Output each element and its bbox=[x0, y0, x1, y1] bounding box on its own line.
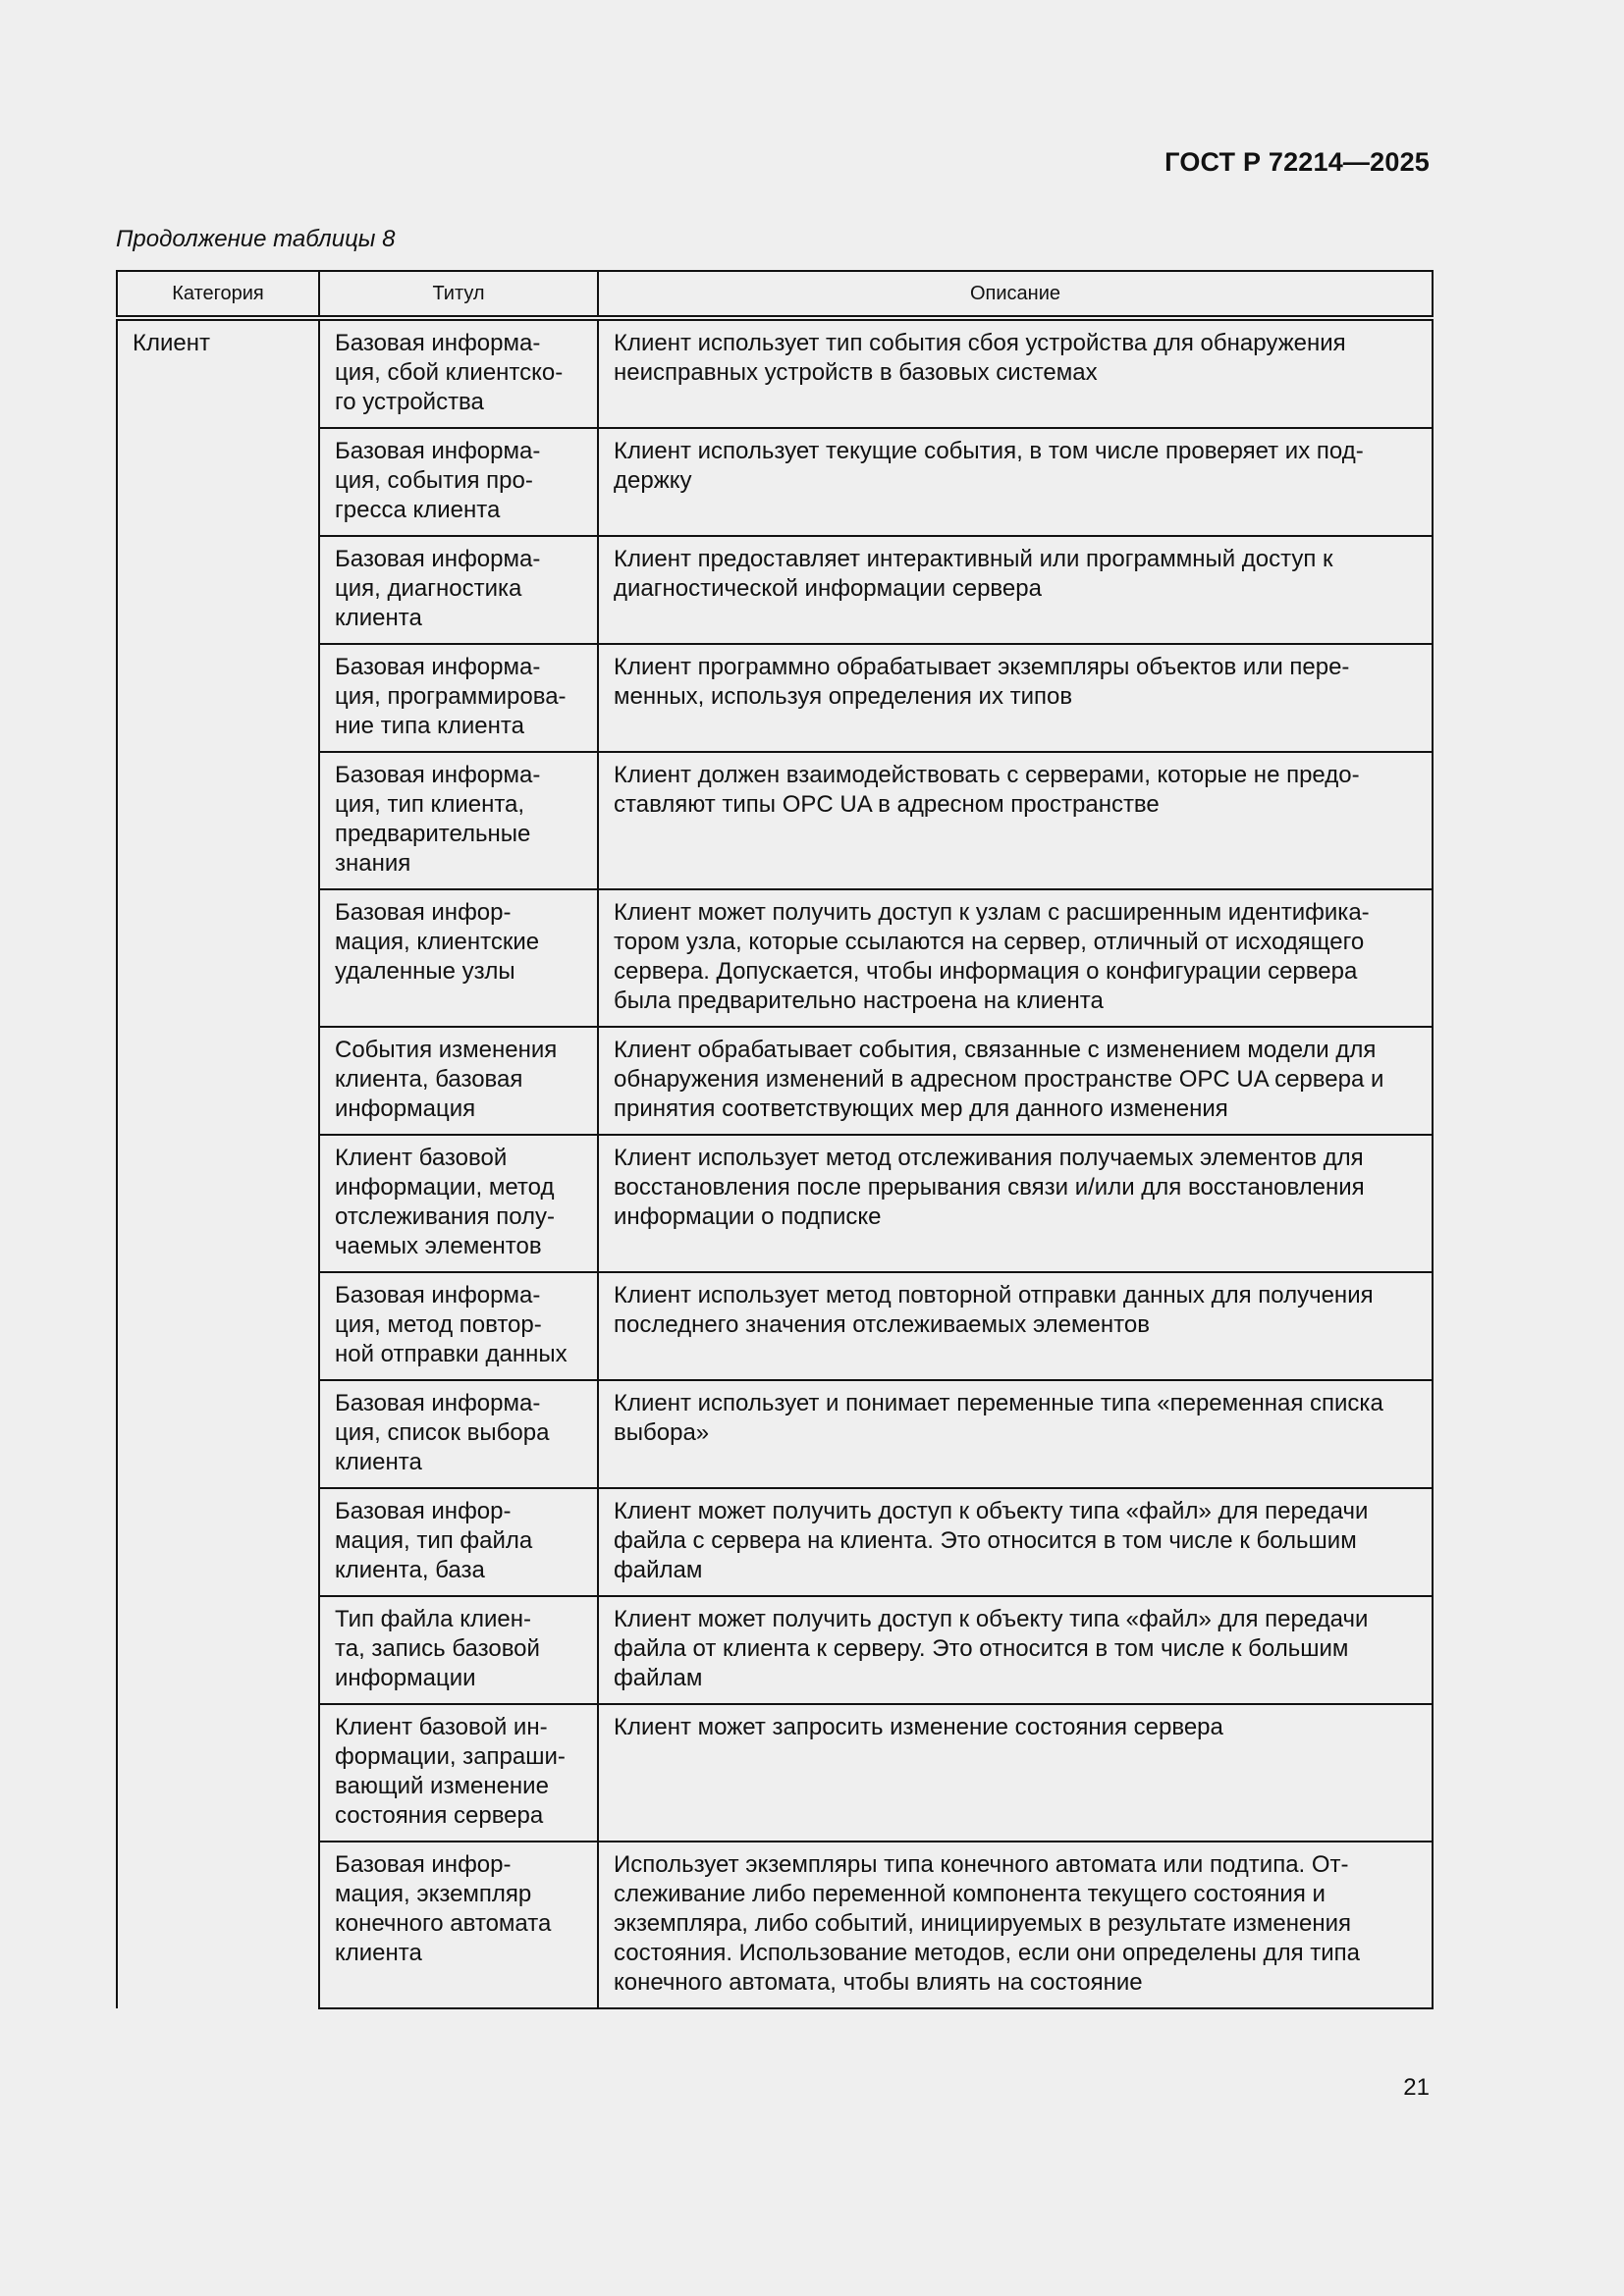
title-cell: Базовая информа- ция, сбой клиентско- го устройства bbox=[319, 318, 598, 428]
title-cell: Базовая инфор- мация, тип файла клиента, база bbox=[319, 1488, 598, 1596]
table-body bbox=[117, 318, 1433, 2008]
description-cell: Клиент обрабатывает события, связанные с изменением модели для обнаружения изменений в адресном пространстве OPC UA сервера и принятия соответствующих мер для данного изменения bbox=[598, 1027, 1433, 1135]
table-caption: Продолжение таблицы 8 bbox=[116, 226, 396, 252]
description-cell: Клиент программно обрабатывает экземпляры объектов или пере- менных, используя определения их типов bbox=[598, 644, 1433, 752]
requirements-table bbox=[116, 270, 1434, 2009]
table-row bbox=[117, 318, 1433, 428]
title-cell: Базовая информа- ция, тип клиента, предварительные знания bbox=[319, 752, 598, 889]
column-header-category: Категория bbox=[117, 271, 319, 318]
description-cell: Клиент использует тип события сбоя устройства для обнаружения неисправных устройств в базовых системах bbox=[598, 318, 1433, 428]
description-cell: Клиент использует метод отслеживания получаемых элементов для восстановления после прерывания связи и/или для восстановления информации о подписке bbox=[598, 1135, 1433, 1272]
title-cell: Клиент базовой информации, метод отслеживания полу- чаемых элементов bbox=[319, 1135, 598, 1272]
title-cell: События изменения клиента, базовая информация bbox=[319, 1027, 598, 1135]
description-cell: Клиент использует и понимает переменные типа «переменная списка выбора» bbox=[598, 1380, 1433, 1488]
page-number: 21 bbox=[1403, 2074, 1430, 2101]
title-cell: Клиент базовой ин- формации, запраши- вающий изменение состояния сервера bbox=[319, 1704, 598, 1842]
title-cell: Базовая информа- ция, список выбора клиента bbox=[319, 1380, 598, 1488]
document-code: ГОСТ Р 72214—2025 bbox=[1164, 147, 1430, 177]
column-header-title: Титул bbox=[319, 271, 598, 318]
column-header-description: Описание bbox=[598, 271, 1433, 318]
category-label: Клиент bbox=[133, 330, 210, 356]
description-cell: Клиент предоставляет интерактивный или программный доступ к диагностической информации сервера bbox=[598, 536, 1433, 644]
title-cell: Тип файла клиен- та, запись базовой информации bbox=[319, 1596, 598, 1704]
description-cell: Клиент может запросить изменение состояния сервера bbox=[598, 1704, 1433, 1842]
title-cell: Базовая инфор- мация, экземпляр конечного автомата клиента bbox=[319, 1842, 598, 2008]
description-cell: Клиент использует метод повторной отправки данных для получения последнего значения отслеживаемых элементов bbox=[598, 1272, 1433, 1380]
description-cell: Клиент может получить доступ к объекту типа «файл» для передачи файла с сервера на клиента. Это относится в том числе к большим файлам bbox=[598, 1488, 1433, 1596]
description-cell: Клиент может получить доступ к объекту типа «файл» для передачи файла от клиента к серверу. Это относится в том числе к большим файлам bbox=[598, 1596, 1433, 1704]
description-cell: Клиент использует текущие события, в том числе проверяет их под- держку bbox=[598, 428, 1433, 536]
title-cell: Базовая инфор- мация, клиентские удаленные узлы bbox=[319, 889, 598, 1027]
description-cell: Использует экземпляры типа конечного автомата или подтипа. От- слеживание либо переменной компонента текущего состояния и экземпляра, либо событий, инициируемых в результате изменения состояния. Использование методов, если они определены для типа конечного автомата, чтобы влиять на состояние bbox=[598, 1842, 1433, 2008]
title-cell: Базовая информа- ция, программирова- ние типа клиента bbox=[319, 644, 598, 752]
title-cell: Базовая информа- ция, события про- гресса клиента bbox=[319, 428, 598, 536]
category-cell bbox=[117, 318, 319, 2008]
description-cell: Клиент может получить доступ к узлам с расширенным идентифика- тором узла, которые ссылаются на сервер, отличный от исходящего сервера. Допускается, чтобы информация о конфигурации сервера была предварительно настроена на клиента bbox=[598, 889, 1433, 1027]
description-cell: Клиент должен взаимодействовать с серверами, которые не предо- ставляют типы OPC UA в адресном пространстве bbox=[598, 752, 1433, 889]
title-cell: Базовая информа- ция, диагностика клиента bbox=[319, 536, 598, 644]
table-header-row bbox=[117, 271, 1433, 318]
title-cell: Базовая информа- ция, метод повтор- ной отправки данных bbox=[319, 1272, 598, 1380]
